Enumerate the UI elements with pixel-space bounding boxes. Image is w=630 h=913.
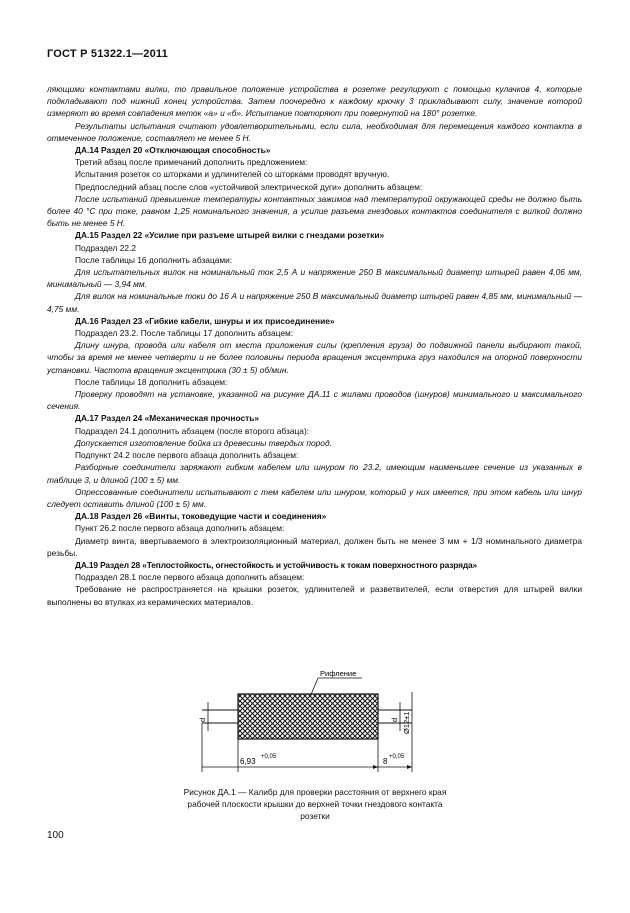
- paragraph: После испытаний превышение температуры контактных зажимов над температурой окружающей среды не должно быть более 40 °С при токе, равном 1,25 номинального значения, а усилие разъема гнездовых контактов соединителя с вилкой должно быть не менее 5 Н.: [47, 193, 582, 229]
- paragraph: После таблицы 16 дополнить абзацами:: [75, 254, 233, 265]
- paragraph: Предпоследний абзац после слов «устойчивой электрической дуги» дополнить абзацем:: [75, 181, 423, 192]
- section-heading: ДА.16 Раздел 23 «Гибкие кабели, шнуры и их присоединение»: [75, 315, 335, 326]
- dim-diameter: Ø12±1: [402, 711, 411, 734]
- knurled-body: [238, 694, 378, 739]
- section-heading: ДА.19 Раздел 28 «Теплостойкость, огнестойкость и устойчивость к токам поверхностного разряда»: [75, 559, 478, 570]
- paragraph: Подраздел 28.1 после первого абзаца дополнить абзацем:: [75, 572, 305, 583]
- paragraph: Подраздел 24.1 дополнить абзацем (после второго абзаца):: [75, 425, 310, 436]
- dim-d-right: d: [390, 717, 399, 722]
- paragraph: Для испытательных вилок на номинальный ток 2,5 А и напряжение 250 В максимальный диаметр штырей равен 4,06 мм, минимальный — 3,94 мм.: [47, 267, 582, 290]
- dim-length-tolerance: +0,05: [261, 754, 277, 760]
- section-heading: ДА.18 Раздел 26 «Винты, токоведущие части и соединения»: [75, 511, 327, 522]
- gauge-figure: [180, 666, 450, 784]
- knurl-label: Рифление: [320, 669, 357, 678]
- paragraph: Допускается изготовление бойка из древесины твердых пород.: [75, 437, 332, 448]
- paragraph: Проверку проводят на установке, указанной на рисунке ДА.11 с жилами проводов (шнуров) минимального и максимального сечения.: [47, 389, 582, 412]
- paragraph: ляющими контактами вилки, то правильное положение устройства в розетке регулируют с помощью кулачков 4, которые подкладывают под нижний конец устройства. Затем поочередно к каждому крючку 3 прикладывают силу, значение которой измеряют во время совпадения меток «а» и «б». Испытание повторяют при повернутой на 180° розетке.: [47, 84, 582, 119]
- paragraph: Пункт 26.2 после первого абзаца дополнить абзацем:: [75, 523, 285, 534]
- dim-length: 6,93: [240, 757, 256, 766]
- section-heading: ДА.14 Раздел 20 «Отключающая способность»: [75, 145, 271, 156]
- page-number: 100: [47, 830, 64, 841]
- dim-end: 8: [383, 757, 388, 766]
- paragraph: Требование не распространяется на крышки розеток, удлинителей и разветвителей, если отверстия для штырей вилки выполнены во втулках из керамических материалов.: [47, 584, 582, 607]
- dim-d-left: d: [198, 717, 207, 722]
- paragraph: Разборные соединители заряжают гибким кабелем или шнуром по 23.2, имеющим наименьшее сечение из указанных в таблице 3, и длиной (100 ± 5) мм.: [47, 462, 582, 485]
- document-body: [47, 83, 582, 608]
- paragraph: Результаты испытания считают удовлетворительными, если сила, необходимая для перемещения каждого контакта в отмеченное положение, составляет не менее 5 Н.: [47, 120, 582, 143]
- paragraph: Длину шнура, провода или кабеля от места приложения силы (крепления груза) до подвижной панели выбирают такой, чтобы за время не менее четверти и не более половины периода вращения эксцентрика груз находился на опорной поверхности установки. Частота вращения эксцентрика (30 ± 5) об/мин.: [47, 340, 582, 375]
- figure-caption: Рисунок ДА.1 — Калибр для проверки расстояния от верхнего края рабочей плоскости крышки до верхней точки гнездового контакта розетки: [183, 787, 447, 822]
- paragraph: Третий абзац после примечаний дополнить предложением:: [75, 157, 308, 168]
- section-heading: ДА.17 Раздел 24 «Механическая прочность»: [75, 413, 260, 424]
- paragraph: Подраздел 23.2. После таблицы 17 дополнить абзацем:: [75, 328, 294, 339]
- paragraph: Подпункт 24.2 после первого абзаца дополнить абзацем:: [75, 450, 299, 461]
- section-heading: ДА.15 Раздел 22 «Усилие при разъеме штырей вилки с гнездами розетки»: [75, 230, 385, 241]
- gauge-drawing: [180, 666, 450, 784]
- paragraph: Диаметр винта, ввертываемого в электроизоляционный материал, должен быть не менее 3 мм + 1/3 номинального диаметра резьбы.: [47, 535, 582, 558]
- paragraph: Для вилок на номинальные токи до 16 А и напряжение 250 В максимальный диаметр штырей равен 4,85 мм, минимальный — 4,75 мм.: [47, 291, 582, 314]
- dim-end-tolerance: +0,05: [389, 754, 405, 760]
- paragraph: Опрессованные соединители испытывают с тем кабелем или шнуром, который у них имеется, при этом кабель или шнур следует оставить длиной (100 ± 5) мм.: [47, 486, 582, 509]
- paragraph: Подраздел 22.2: [75, 242, 137, 253]
- page-header-title: ГОСТ Р 51322.1—2011: [47, 48, 168, 60]
- paragraph: После таблицы 18 дополнить абзацем:: [75, 376, 228, 387]
- paragraph: Испытания розеток со шторками и удлинителей со шторками проводят вручную.: [75, 169, 390, 180]
